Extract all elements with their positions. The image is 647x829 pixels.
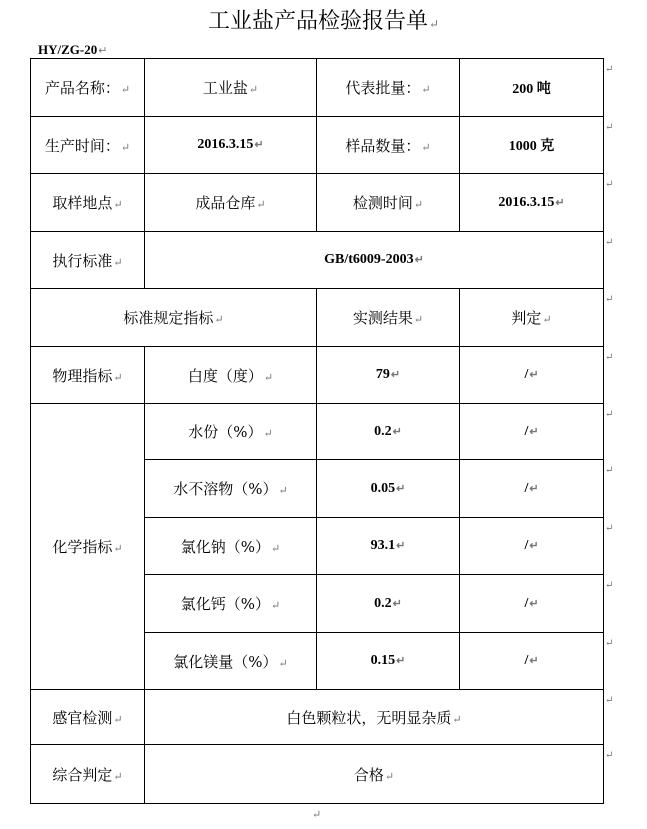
paragraph-mark: ↵ bbox=[312, 808, 322, 821]
sampling-place-label: 取样地点↵ bbox=[31, 174, 145, 232]
standard-value: GB/t6009-2003↵ bbox=[145, 232, 604, 289]
table-row bbox=[31, 59, 604, 117]
chemical-item: 水不溶物（%）↵ bbox=[145, 460, 317, 518]
chemical-judgement: /↵ bbox=[460, 575, 604, 633]
row-end-mark: ↵ bbox=[605, 695, 614, 706]
sample-qty-value: 1000 克 bbox=[460, 117, 604, 174]
inspection-table bbox=[30, 58, 604, 804]
table-row bbox=[31, 404, 604, 460]
chemical-judgement: /↵ bbox=[460, 404, 604, 460]
result-header: 实测结果↵ bbox=[317, 289, 460, 347]
test-time-value: 2016.3.15↵ bbox=[460, 174, 604, 232]
overall-label: 综合判定↵ bbox=[31, 745, 145, 804]
row-end-mark: ↵ bbox=[605, 523, 614, 534]
table-row bbox=[31, 347, 604, 404]
physical-item: 白度（度）↵ bbox=[145, 347, 317, 404]
physical-group-label: 物理指标↵ bbox=[31, 347, 145, 404]
chemical-result: 0.15↵ bbox=[317, 633, 460, 690]
sensory-label: 感官检测↵ bbox=[31, 690, 145, 745]
physical-judgement: /↵ bbox=[460, 347, 604, 404]
table-row bbox=[31, 174, 604, 232]
batch-value: 200 吨 bbox=[460, 59, 604, 117]
row-end-mark: ↵ bbox=[605, 409, 614, 420]
row-end-mark: ↵ bbox=[605, 465, 614, 476]
chemical-result: 0.2↵ bbox=[317, 404, 460, 460]
product-name-value: 工业盐↵ bbox=[145, 59, 317, 117]
row-end-mark: ↵ bbox=[605, 237, 614, 248]
paragraph-mark: ↵ bbox=[428, 17, 440, 31]
document-code-text: HY/ZG-20 bbox=[38, 42, 98, 57]
row-end-mark: ↵ bbox=[605, 294, 614, 305]
chemical-judgement: /↵ bbox=[460, 460, 604, 518]
chemical-item: 水份（%）↵ bbox=[145, 404, 317, 460]
overall-value: 合格↵ bbox=[145, 745, 604, 804]
standard-label: 执行标准↵ bbox=[31, 232, 145, 289]
row-end-mark: ↵ bbox=[605, 64, 614, 75]
row-end-mark: ↵ bbox=[605, 352, 614, 363]
row-end-mark: ↵ bbox=[605, 179, 614, 190]
indicator-header: 标准规定指标↵ bbox=[31, 289, 317, 347]
row-end-mark: ↵ bbox=[605, 122, 614, 133]
chemical-group-label: 化学指标↵ bbox=[31, 404, 145, 690]
product-name-label: 产品名称：↵ bbox=[31, 59, 145, 117]
row-end-mark: ↵ bbox=[605, 638, 614, 649]
production-time-label: 生产时间：↵ bbox=[31, 117, 145, 174]
paragraph-mark: ↵ bbox=[98, 45, 108, 57]
sampling-place-value: 成品仓库↵ bbox=[145, 174, 317, 232]
judgement-header: 判定↵ bbox=[460, 289, 604, 347]
chemical-judgement: /↵ bbox=[460, 518, 604, 575]
table-row bbox=[31, 745, 604, 804]
row-end-mark: ↵ bbox=[605, 580, 614, 591]
chemical-result: 0.05↵ bbox=[317, 460, 460, 518]
chemical-judgement: /↵ bbox=[460, 633, 604, 690]
chemical-result: 93.1↵ bbox=[317, 518, 460, 575]
chemical-result: 0.2↵ bbox=[317, 575, 460, 633]
chemical-item: 氯化钙（%）↵ bbox=[145, 575, 317, 633]
row-end-mark: ↵ bbox=[605, 750, 614, 761]
chemical-item: 氯化镁量（%）↵ bbox=[145, 633, 317, 690]
report-title-text: 工业盐产品检验报告单 bbox=[207, 9, 428, 34]
sample-qty-label: 样品数量：↵ bbox=[317, 117, 460, 174]
report-title bbox=[0, 4, 647, 35]
chemical-item: 氯化钠（%）↵ bbox=[145, 518, 317, 575]
production-time-value: 2016.3.15↵ bbox=[145, 117, 317, 174]
table-row bbox=[31, 690, 604, 745]
table-row bbox=[31, 232, 604, 289]
sensory-value: 白色颗粒状，无明显杂质↵ bbox=[145, 690, 604, 745]
table-header-row bbox=[31, 289, 604, 347]
batch-label: 代表批量：↵ bbox=[317, 59, 460, 117]
test-time-label: 检测时间↵ bbox=[317, 174, 460, 232]
physical-result: 79↵ bbox=[317, 347, 460, 404]
document-code bbox=[38, 42, 107, 58]
table-row bbox=[31, 117, 604, 174]
